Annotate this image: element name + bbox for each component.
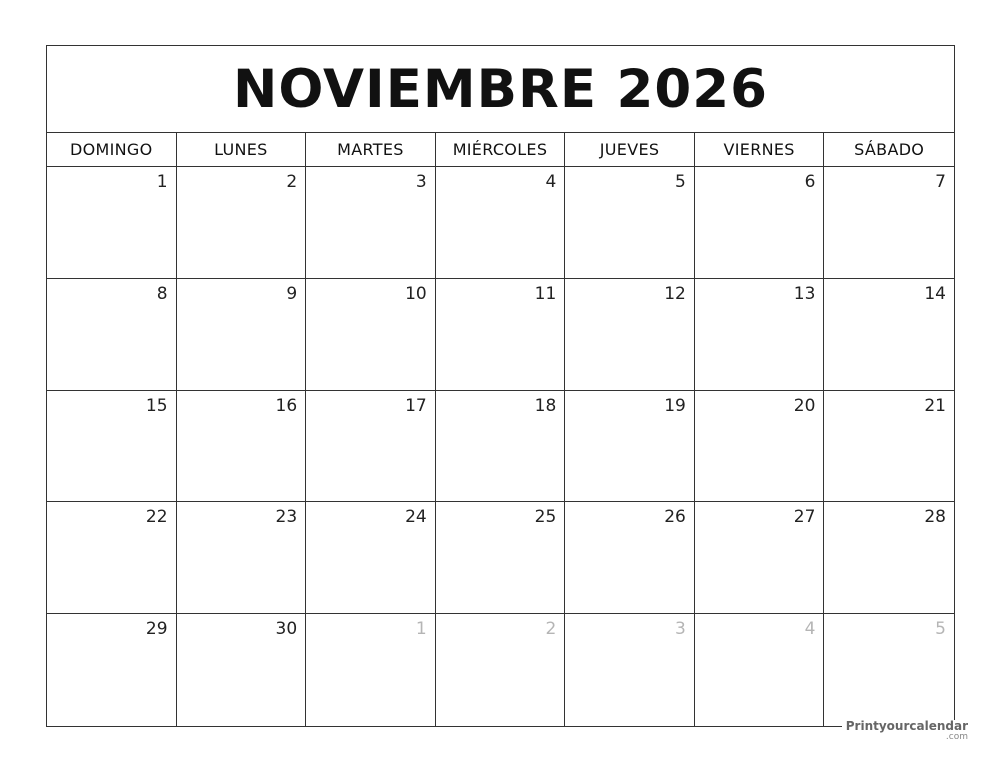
day-number: 8 — [156, 283, 168, 304]
day-cell — [47, 279, 177, 391]
day-grid — [47, 167, 954, 726]
day-number: 3 — [415, 172, 427, 192]
day-number: 15 — [145, 395, 168, 416]
adjacent-month-day-cell — [306, 614, 436, 726]
day-cell — [565, 502, 695, 614]
day-cell — [177, 279, 307, 391]
day-number: 12 — [664, 283, 686, 304]
day-cell — [177, 614, 307, 726]
day-cell — [177, 391, 307, 503]
day-cell — [824, 502, 954, 614]
weekday-header: LUNES — [177, 133, 307, 166]
day-number: 16 — [275, 395, 298, 416]
day-number: 30 — [275, 619, 298, 640]
day-cell — [306, 279, 436, 391]
day-cell — [695, 167, 825, 279]
weekday-header: SÁBADO — [854, 140, 925, 159]
day-number: 5 — [935, 619, 946, 640]
weekday-header-row — [47, 133, 954, 167]
day-number: 28 — [924, 507, 946, 528]
weekday-header: MIÉRCOLES — [436, 133, 566, 166]
weekday-header: DOMINGO — [47, 133, 177, 166]
day-number: 4 — [804, 619, 816, 640]
day-number: 27 — [793, 507, 816, 528]
day-cell — [47, 167, 177, 279]
day-cell — [824, 391, 954, 503]
day-number: 10 — [405, 283, 427, 304]
weekday-header: MARTES — [306, 133, 436, 166]
day-cell — [824, 279, 954, 391]
day-number: 11 — [534, 283, 557, 304]
day-number: 18 — [534, 395, 557, 416]
day-number: 2 — [545, 619, 557, 640]
day-number: 26 — [664, 507, 686, 528]
weekday-header: JUEVES — [565, 133, 695, 166]
day-cell — [565, 279, 695, 391]
day-cell — [436, 502, 566, 614]
day-number: 2 — [286, 172, 298, 192]
adjacent-month-day-cell — [565, 614, 695, 726]
brand-name: Printyourcalendar — [845, 719, 968, 733]
day-cell — [306, 391, 436, 503]
day-number: 19 — [664, 395, 686, 416]
day-number: 20 — [793, 395, 816, 416]
day-number: 3 — [675, 619, 686, 640]
day-number: 21 — [924, 395, 946, 416]
day-cell — [695, 279, 825, 391]
day-number: 4 — [545, 172, 557, 192]
day-number: 7 — [935, 172, 946, 192]
brand-domain: .com — [945, 732, 968, 742]
day-cell — [565, 167, 695, 279]
day-number: 6 — [804, 172, 816, 192]
day-cell — [695, 391, 825, 503]
day-cell — [436, 167, 566, 279]
day-number: 17 — [405, 395, 427, 416]
day-cell — [306, 167, 436, 279]
day-number: 14 — [924, 283, 946, 304]
day-number: 9 — [286, 283, 298, 304]
day-cell — [565, 391, 695, 503]
day-number: 23 — [275, 507, 298, 528]
day-cell — [47, 502, 177, 614]
day-cell — [177, 502, 307, 614]
day-number: 1 — [156, 172, 168, 192]
day-number: 24 — [405, 507, 427, 528]
calendar — [46, 45, 955, 727]
adjacent-month-day-cell — [436, 614, 566, 726]
day-number: 25 — [534, 507, 557, 528]
adjacent-month-day-cell — [824, 614, 954, 726]
day-cell — [436, 391, 566, 503]
day-cell — [306, 502, 436, 614]
day-cell — [436, 279, 566, 391]
adjacent-month-day-cell — [695, 614, 825, 726]
day-number: 29 — [145, 619, 168, 640]
day-cell — [47, 614, 177, 726]
day-number: 5 — [675, 172, 686, 192]
day-number: 13 — [793, 283, 816, 304]
day-cell — [177, 167, 307, 279]
calendar-title: NOVIEMBRE 2026 — [232, 58, 769, 120]
day-cell — [695, 502, 825, 614]
title-bar — [47, 46, 954, 133]
brand-logo — [842, 720, 972, 742]
day-number: 1 — [415, 619, 427, 640]
day-number: 22 — [145, 507, 168, 528]
weekday-header: VIERNES — [695, 133, 825, 166]
day-cell — [824, 167, 954, 279]
day-cell — [47, 391, 177, 503]
